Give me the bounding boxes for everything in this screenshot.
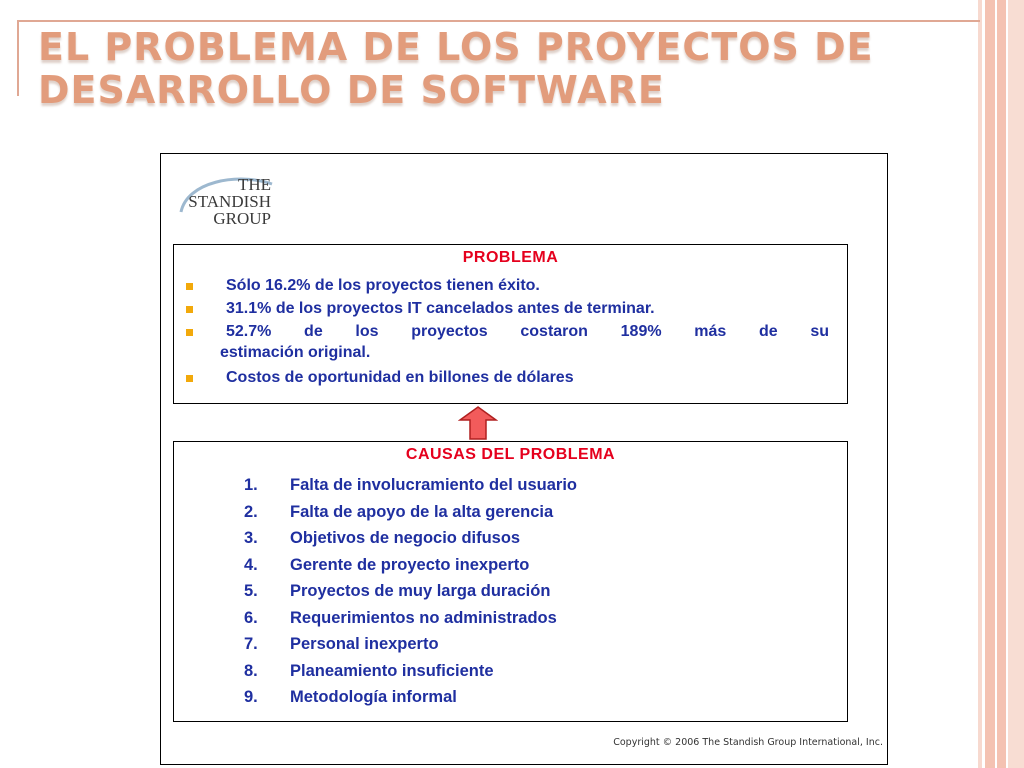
cause-text: Falta de apoyo de la alta gerencia (290, 502, 554, 521)
logo-line-standish: STANDISH (188, 192, 271, 211)
problem-box (173, 244, 848, 404)
decorative-stripes (978, 0, 1024, 768)
list-item (174, 552, 847, 579)
list-item (174, 525, 847, 552)
cause-text: Planeamiento insuficiente (290, 661, 494, 680)
cause-number: 6. (244, 608, 258, 627)
bullet-square-icon (186, 306, 193, 313)
list-item (174, 605, 847, 632)
list-item (174, 472, 847, 499)
logo-line-the: THE (237, 175, 271, 194)
slide-title-line-1: EL PROBLEMA DE LOS PROYECTOS DE (38, 25, 874, 69)
list-item (174, 578, 847, 605)
title-frame-left (17, 20, 19, 96)
bullet-square-icon (186, 375, 193, 382)
cause-text: Metodología informal (290, 688, 457, 706)
list-item (174, 684, 847, 711)
standish-logo (177, 172, 287, 234)
cause-number: 5. (244, 582, 258, 600)
problem-item-text: 31.1% de los proyectos IT cancelados antes de terminar. (226, 300, 655, 317)
cause-number: 9. (244, 688, 258, 706)
slide-title-line-2: DESARROLLO DE SOFTWARE (38, 68, 665, 112)
problem-heading: PROBLEMA (462, 249, 559, 266)
causes-list (174, 472, 847, 711)
problem-list (174, 275, 847, 388)
standish-figure (160, 153, 888, 765)
problem-item-text: Sólo 16.2% de los proyectos tienen éxito. (226, 277, 540, 294)
causes-heading: CAUSAS DEL PROBLEMA (405, 446, 616, 463)
logo-line-group: GROUP (213, 209, 271, 228)
slide-title (38, 26, 874, 112)
cause-text: Proyectos de muy larga duración (290, 582, 551, 600)
cause-number: 4. (244, 555, 258, 574)
bullet-square-icon (186, 329, 193, 336)
cause-text: Falta de involucramiento del usuario (290, 476, 577, 494)
cause-number: 7. (244, 635, 258, 653)
list-item (174, 658, 847, 685)
cause-text: Requerimientos no administrados (290, 608, 557, 627)
problem-item-text: Costos de oportunidad en billones de dólares (226, 369, 574, 386)
list-item (174, 298, 847, 319)
list-item (174, 631, 847, 658)
list-item (174, 275, 847, 296)
title-frame-top (17, 20, 980, 22)
list-item (174, 499, 847, 526)
up-arrow-icon (458, 406, 498, 440)
copyright-text: Copyright © 2006 The Standish Group International, Inc. (613, 737, 883, 748)
list-item (174, 367, 847, 388)
cause-text: Objetivos de negocio difusos (290, 529, 521, 547)
list-item (174, 321, 847, 363)
causes-box (173, 441, 848, 722)
cause-number: 3. (244, 529, 258, 547)
cause-number: 1. (244, 476, 258, 494)
cause-text: Gerente de proyecto inexperto (290, 555, 530, 574)
problem-item-text: 52.7% de los proyectos costaron 189% más de su (226, 323, 829, 340)
cause-number: 8. (244, 661, 258, 680)
problem-item-text-continued: estimación original. (220, 344, 371, 361)
cause-text: Personal inexperto (290, 635, 439, 653)
cause-number: 2. (244, 502, 258, 521)
bullet-square-icon (186, 283, 193, 290)
